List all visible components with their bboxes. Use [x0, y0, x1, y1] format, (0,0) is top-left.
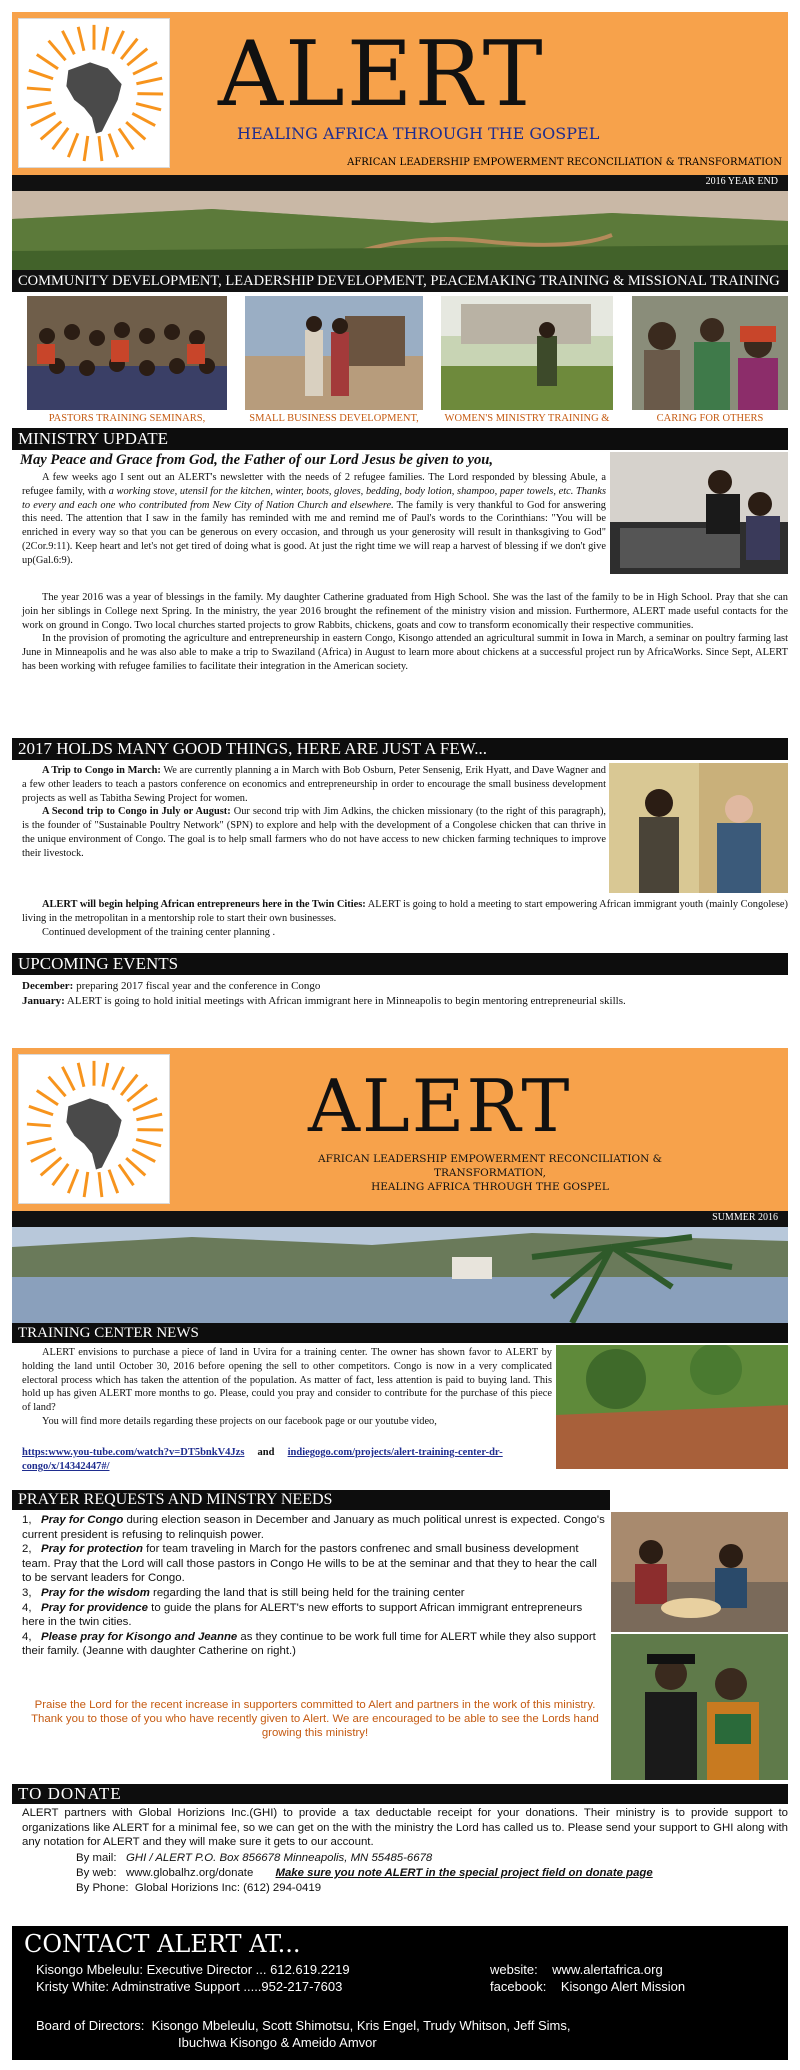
business-photo [245, 296, 423, 410]
training-p1: ALERT envisions to purchase a piece of land in Uvira for a training center. The owner has shown favor to ALERT by holding the land until October 30, 2016 before opening the sell to other competitors. Congo is now in a very complicated electoral process which has taken the attention of the population. As matter of fact, less attention is paid to buying land. This hold up has given ALERT more months to go. Please, could you pray and consider to contribute for the purchase of this piece of land? [22, 1347, 552, 1414]
prayer-num: 1, [22, 1514, 32, 1526]
prayer-num: 3, [22, 1586, 32, 1599]
edition-bar-2 [12, 1211, 788, 1227]
prayer-text: regarding the land that is still being held for the training center [149, 1586, 465, 1599]
p1-part-a: A few weeks ago I sent out an ALERT's newsletter with the needs of 2 refugee families. The Lord responded by blessing Abule, a refugee family, with [22, 472, 606, 497]
good-things-items [22, 764, 606, 861]
greeting: May Peace and Grace from God, the Father of our Lord Jesus be given to you, [20, 452, 494, 468]
contact-executive: Kisongo Mbeleulu: Executive Director ... 612.619.2219 [36, 1962, 350, 1977]
event-december [22, 979, 788, 994]
caption-caring: CARING FOR OTHERS [656, 413, 764, 424]
edition-bar [12, 175, 788, 191]
ministry-update-p2-p3 [22, 591, 788, 674]
donate-phone [76, 1881, 788, 1896]
prayer-item [22, 1630, 607, 1659]
training-center-heading: TRAINING CENTER NEWS [12, 1323, 788, 1343]
prayer-label: Please pray for Kisongo and Jeanne [41, 1630, 238, 1643]
donate-text: ALERT partners with Global Horizions Inc.(GHI) to provide a tax deductable receipt for your donations. Their ministry is to provide support to organizations like ALERT for a minimal fee, so we can get on the with the ministry the Lord has called us to. Please send your support to GHI along with any notation for ALERT and they will make sure it gets to our account. [22, 1807, 788, 1849]
donate-web-link[interactable]: www.globalhz.org/donate [126, 1867, 254, 1879]
web-note: Make sure you note ALERT in the special project field on donate page [275, 1867, 653, 1879]
p1-italic: a working stove, utensil for the kitchen, winter, boots, gloves, bedding, body lotion, shampoo, paper towels, etc. Thanks to every and each one who contributed from New City of Nation Church and elsewhere. [22, 485, 606, 511]
indiegogo-link[interactable]: indiegogo.com/projects/alert-training-center-dr-congo/x/14342447#/ [22, 1447, 503, 1472]
org-subtitle: AFRICAN LEADERSHIP EMPOWERMENT RECONCILIATION & TRANSFORMATION [347, 157, 782, 168]
mail-address: GHI / ALERT P.O. Box 856678 Minneapolis, MN 55485-6678 [126, 1852, 433, 1864]
chicken-missionary-photo [609, 763, 788, 893]
prayer-heading: PRAYER REQUESTS AND MINSTRY NEEDS [12, 1490, 610, 1510]
newsletter-title-2: ALERT [308, 1064, 572, 1148]
phone-label: By Phone: [76, 1882, 129, 1894]
contact-admin: Kristy White: Adminstrative Support .....952-217-7603 [36, 1979, 343, 1994]
training-center-planning: Continued development of the training center planning . [42, 926, 276, 938]
tagline: HEALING AFRICA THROUGH THE GOSPEL [237, 124, 600, 143]
womens-ministry-photo [441, 296, 613, 410]
ministry-update-heading: MINISTRY UPDATE [12, 428, 788, 450]
edition-label-2: SUMMER 2016 [712, 1212, 778, 1223]
programs-text: COMMUNITY DEVELOPMENT, LEADERSHIP DEVELOPMENT, PEACEMAKING TRAINING & MISSIONAL TRAINING [18, 273, 780, 289]
africa-logo-icon [18, 18, 170, 168]
event-january [22, 994, 788, 1009]
twin-cities-text: ALERT is going to hold a meeting to start empowering African immigrant youth (mainly Congolese) living in the metropolitan in a mentorship role to start their own businesses. [22, 899, 788, 924]
p1-part-b: The family is very thankful to God for answering this need. The attention that I saw in the family has reminded with me and remind me of Paul's words to the Corinthians: "You will be enriched in every way so that you can be generous on every occasion, and through us your generosity will result in thanksgiving to God"(2Cor.9:11). Keep heart and let's not get tired of doing what is good. At just the right time we will reap a harvest of blessing if we don't give up(Gal.6:9). [22, 499, 606, 566]
good-things-items-2 [22, 898, 788, 939]
caption-womens: WOMEN'S MINISTRY TRAINING & [444, 413, 610, 424]
upcoming-events-list [22, 979, 788, 1009]
trip-march-text: We are currently planning a in March with Bob Osburn, Peter Sensenig, Erik Hyatt, and Dave Wagner and a few other leaders to teach a pastors conference on economics and entrepreneurship in order to encourage the small business development projects as well as Tabitha Sewing Project for women. [22, 765, 606, 804]
africa-logo-icon [18, 1054, 170, 1204]
subtitle-line-1: AFRICAN LEADERSHIP EMPOWERMENT RECONCILIATION & TRANSFORMATION, [318, 1153, 662, 1179]
prayer-item [22, 1542, 607, 1586]
ministry-update-p3: In the provision of promoting the agriculture and entrepreneurship in eastern Congo, Kisongo attended an agricultural summit in Iowa in March, a seminar on poultry farming last June in Minneapolis and he was also able to make a trip to Swaziland (Africa) in August to learn more about chickens at a successful project run by AfricaWorks. Since Sept, ALERT has been working with refugee families to facilitate their integration in the American society. [22, 633, 788, 672]
trip-july-label: A Second trip to Congo in July or August: [42, 806, 231, 818]
prayer-item [22, 1513, 607, 1542]
training-land-photo [556, 1345, 788, 1469]
prayer-list [22, 1513, 607, 1659]
org-subtitle-2 [290, 1152, 690, 1194]
phone-number: Global Horizions Inc: (612) 294-0419 [134, 1882, 322, 1894]
donate-methods [76, 1851, 788, 1896]
good-things-heading: 2017 HOLDS MANY GOOD THINGS, HERE ARE JUST A FEW... [12, 738, 788, 760]
twin-cities-label: ALERT will begin helping African entrepreneurs here in the Twin Cities: [42, 899, 366, 910]
caption-pastors: PASTORS TRAINING SEMINARS, [48, 413, 206, 424]
website-row [490, 1962, 663, 1977]
event-january-label: January: [22, 995, 65, 1007]
kitchen-stove-photo [610, 452, 788, 574]
prayer-num: 2, [22, 1543, 32, 1556]
board-row [36, 2018, 570, 2033]
fellowship-meal-photo [611, 1512, 788, 1632]
links-and: and [257, 1447, 275, 1458]
ministry-update-p2: The year 2016 was a year of blessings in the family. My daughter Catherine graduated from High School. She was the last of the family to be in High School. Pray that she can join her siblings in College next Spring. In the ministry, the year 2016 brought the refinement of the ministry vision and mission. Furthermore, ALERT made useful contacts for the work on ground in Congo. Two local churches started projects to grow Rabbits, chickens, goats and cow to transform economically their respective communities. [22, 592, 788, 631]
web-label: By web: [76, 1867, 117, 1879]
prayer-label: Pray for Congo [41, 1514, 124, 1526]
mail-label: By mail: [76, 1852, 117, 1864]
caring-photo [632, 296, 788, 410]
prayer-item [22, 1601, 607, 1630]
caption-business: SMALL BUSINESS DEVELOPMENT, [249, 413, 419, 424]
prayer-text: for team traveling in March for the pastors confrenec and small business development team. Pray that the Lord will call those pastors in Congo He wills to be at the seminar and that they to hear the call to be servant leaders for Congo. [22, 1543, 597, 1585]
subtitle-line-2: HEALING AFRICA THROUGH THE GOSPEL [371, 1181, 609, 1193]
prayer-label: Pray for the wisdom [41, 1586, 150, 1599]
prayer-num: 4, [22, 1601, 32, 1614]
programs-bar [12, 270, 788, 292]
contact-box [12, 1926, 788, 2060]
website-label: website: [490, 1962, 538, 1977]
newsletter-title: ALERT [218, 22, 545, 127]
prayer-text: as they continue to be work full time for ALERT while they also support their family. (Jeanne with daughter Catherine on right.) [22, 1630, 596, 1658]
praise-note: Praise the Lord for the recent increase in supporters committed to Alert and partners in the work of this ministry. Thank you to those of you who have recently given to Alert. We are encouraged to be able to see the Lords hand growing this ministry! [31, 1699, 599, 1739]
prayer-text: during election season in December and January as much political unrest is expected. Congo's current president is refusing to relinquish power. [22, 1514, 605, 1541]
event-december-label: December: [22, 980, 74, 992]
training-links [22, 1446, 552, 1474]
upcoming-events-heading: UPCOMING EVENTS [12, 953, 788, 975]
facebook-label: facebook: [490, 1979, 547, 1994]
event-january-text: ALERT is going to hold initial meetings with African immigrant here in Minneapolis to begin mentoring entrepreneurial skills. [64, 995, 626, 1007]
prayer-num: 4, [22, 1630, 32, 1643]
prayer-label: Pray for protection [41, 1543, 143, 1556]
contact-heading: CONTACT ALERT AT... [24, 1930, 301, 1958]
prayer-text: to guide the plans for ALERT's new efforts to support African immigrant entrepreneurs here in the twin cities. [22, 1601, 583, 1629]
facebook-link[interactable]: Kisongo Alert Mission [560, 1979, 686, 1994]
donate-web [76, 1866, 788, 1881]
youtube-link[interactable]: https:www.you-tube.com/watch?v=DT5bnkV4Jzs [22, 1447, 245, 1458]
board-label: Board of Directors: [36, 2018, 145, 2033]
donate-mail [76, 1851, 788, 1866]
lake-photo [12, 1227, 788, 1323]
donate-heading: TO DONATE [12, 1784, 788, 1804]
landscape-photo [12, 191, 788, 270]
training-center-text [22, 1346, 552, 1429]
facebook-row [490, 1979, 685, 1994]
edition-label: 2016 YEAR END [705, 176, 778, 187]
board-members-2: Ibuchwa Kisongo & Ameido Amvor [178, 2035, 377, 2050]
header-banner-1 [12, 12, 788, 175]
training-p2: You will find more details regarding these projects on our facebook page or our youtube video, [42, 1415, 437, 1427]
graduation-photo [611, 1634, 788, 1780]
website-link[interactable]: www.alertafrica.org [552, 1962, 663, 1977]
event-december-text: preparing 2017 fiscal year and the conference in Congo [73, 980, 321, 992]
ministry-update-p1 [22, 471, 606, 568]
header-banner-2 [12, 1048, 788, 1211]
pastors-group-photo [27, 296, 227, 410]
board-members-1: Kisongo Mbeleulu, Scott Shimotsu, Kris Engel, Trudy Whitson, Jeff Sims, [151, 2018, 571, 2033]
trip-march-label: A Trip to Congo in March: [42, 765, 161, 776]
prayer-label: Pray for providence [41, 1601, 148, 1614]
prayer-item [22, 1586, 607, 1601]
trip-july-text: Our second trip with Jim Adkins, the chicken missionary (to the right of this paragraph), is the founder of "Sustainable Poultry Network" (SPN) to explore and help with the development of a Congolese chicken that can thrive in the unique environment of Congo. The goal is to help small farmers who do not have access to new chicken farming techniques to improve their livestock. [22, 806, 606, 859]
